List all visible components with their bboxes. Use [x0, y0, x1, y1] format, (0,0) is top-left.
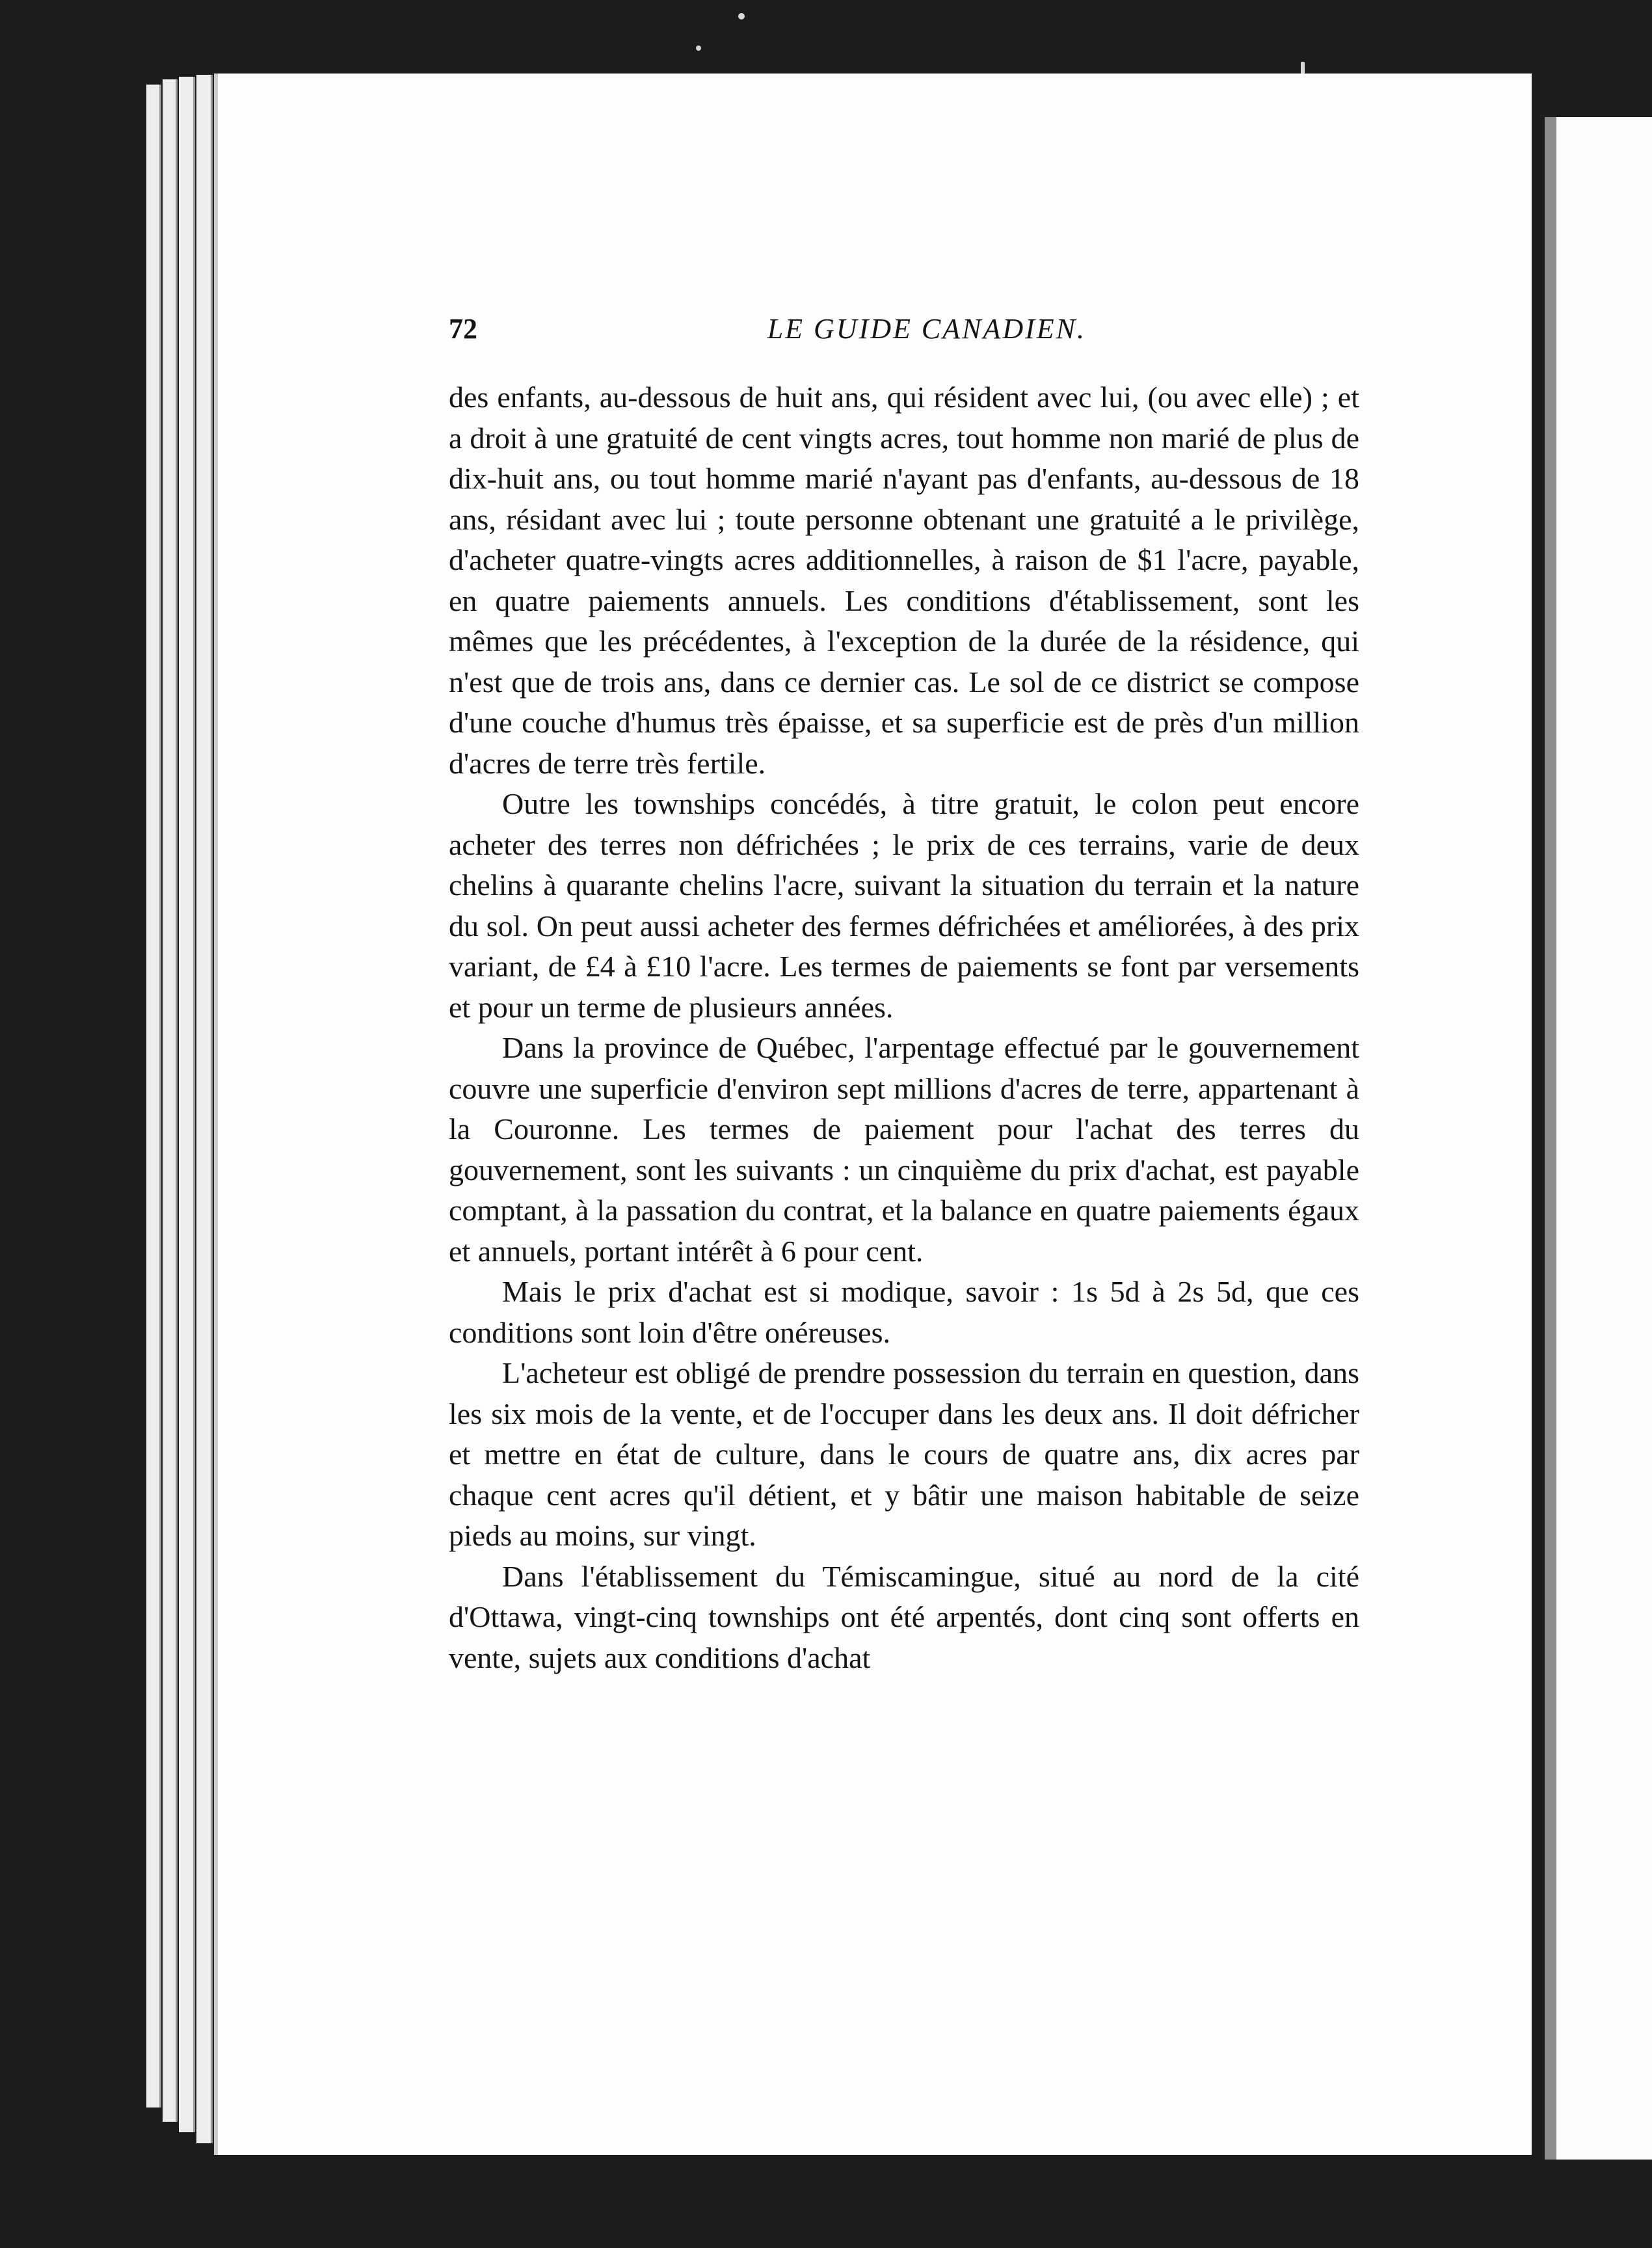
page-stack-edge: [196, 75, 213, 2143]
paragraph: Mais le prix d'achat est si modique, savoir : 1s 5d à 2s 5d, que ces conditions sont loin d'être onéreuses.: [449, 1275, 1359, 1349]
page-number: 72: [449, 313, 477, 345]
facing-page-edge: [1545, 117, 1652, 2160]
page-stack-edge: [179, 77, 195, 2132]
page-text-column: [449, 312, 1359, 1678]
paragraph: Outre les townships concédés, à titre gratuit, le colon peut encore acheter des terres non défrichées ; le prix de ces terrains, varie de deux chelins à quarante chelins l'acre, suivant la situation du terrain et la nature du sol. On peut aussi acheter des fermes défrichées et améliorées, à des prix variant, de £4 à £10 l'acre. Les termes de paiements se font par versements et pour un terme de plusieurs années.: [449, 787, 1359, 1024]
paragraph: L'acheteur est obligé de prendre possession du terrain en question, dans les six mois de la vente, et de l'occuper dans les deux ans. Il doit défricher et mettre en état de culture, dans le cours de quatre ans, dix acres par chaque cent acres qu'il détient, et y bâtir une maison habitable de seize pieds au moins, sur vingt.: [449, 1356, 1359, 1552]
paragraph: Dans l'établissement du Témiscamingue, situé au nord de la cité d'Ottawa, vingt-cinq townships ont été arpentés, dont cinq sont offerts en vente, sujets aux conditions d'achat: [449, 1559, 1359, 1674]
dust-speck: [738, 13, 745, 20]
page-header: [449, 312, 1359, 358]
paragraph: des enfants, au-dessous de huit ans, qui résident avec lui, (ou avec elle) ; et a droit à une gratuité de cent vingts acres, tout homme non marié de plus de dix-huit ans, ou tout homme marié n'ayant pas d'enfants, au-dessous de 18 ans, résidant avec lui ; toute personne obtenant une gratuité a le privilège, d'acheter quatre-vingts acres additionnelles, à raison de $1 l'acre, payable, en quatre paiements annuels. Les conditions d'établissement, sont les mêmes que les précédentes, à l'exception de la durée de la résidence, qui n'est que de trois ans, dans ce dernier cas. Le sol de ce district se compose d'une couche d'humus très épaisse, et sa superficie est de près d'un million d'acres de terre très fertile.: [449, 381, 1359, 780]
paragraph: Dans la province de Québec, l'arpentage effectué par le gouvernement couvre une superficie d'environ sept millions d'acres de terre, appartenant à la Couronne. Les termes de paiement pour l'achat des terres du gouvernement, sont les suivants : un cinquième du prix d'achat, est payable comptant, à la passation du contrat, et la balance en quatre paiements égaux et annuels, portant intérêt à 6 pour cent.: [449, 1031, 1359, 1268]
page-stack-edge: [146, 85, 161, 2108]
page-stack-edge: [163, 79, 178, 2122]
running-title: LE GUIDE CANADIEN.: [767, 313, 1086, 345]
dust-speck: [696, 46, 701, 51]
